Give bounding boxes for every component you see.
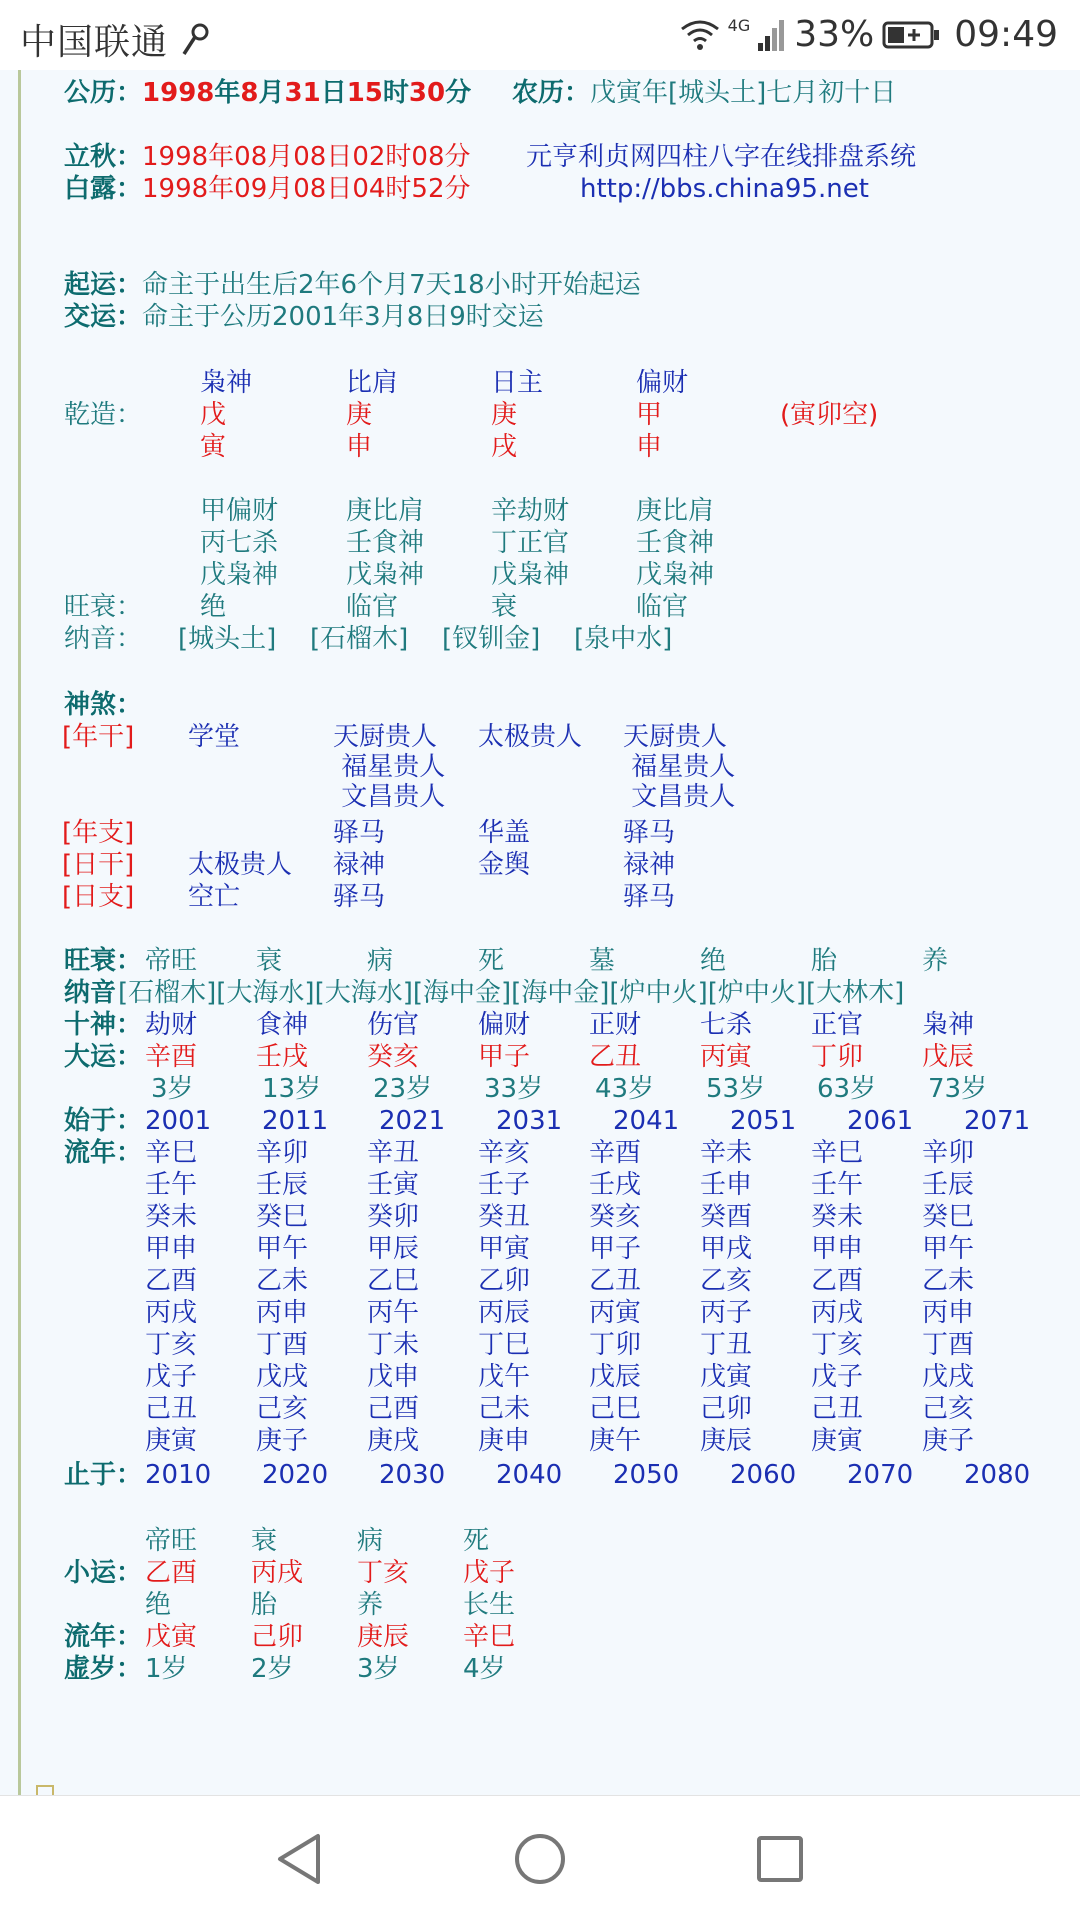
- liunian-cell: 甲午: [922, 1234, 975, 1264]
- dayun-wangshuai-4: 死: [478, 946, 505, 976]
- liunian-cell: 丙辰: [478, 1298, 531, 1328]
- dayun-shishen-3: 伤官: [367, 1010, 420, 1040]
- pillar-wangshuai-3: 衰: [491, 592, 518, 622]
- xiaoyun-liunian-4: 辛巳: [463, 1622, 516, 1652]
- dayun-wangshuai-8: 养: [922, 946, 949, 976]
- dayun-ganzhi-8: 戊辰: [922, 1042, 975, 1072]
- shensha-3-4: 禄神: [623, 850, 676, 880]
- canggan-4-3: 戊枭神: [636, 560, 715, 590]
- canggan-3-1: 辛劫财: [491, 496, 570, 526]
- shensha-1-4: 天厨贵人 福星贵人 文昌贵人: [623, 722, 736, 812]
- pillar-zhi-4: 申: [636, 432, 663, 462]
- dayun-wangshuai-6: 绝: [700, 946, 727, 976]
- dayun-start-6: 2051: [730, 1106, 797, 1136]
- qiyun-label: 起运：: [64, 270, 143, 300]
- dayun-ganzhi-6: 丙寅: [700, 1042, 753, 1072]
- canggan-2-2: 壬食神: [346, 528, 425, 558]
- liunian-cell: 己卯: [700, 1394, 753, 1424]
- dayun-shishen-label: 十神：: [64, 1010, 143, 1040]
- pillar-wangshuai-4: 临官: [636, 592, 689, 622]
- pillar-nayin-4: [泉中水]: [574, 624, 673, 654]
- xiaoyun-value-2: 丙戌: [251, 1558, 304, 1588]
- gongli-hour-unit: 时: [382, 78, 409, 108]
- liunian-cell: 丁未: [367, 1330, 420, 1360]
- bazi-content: [0, 70, 1080, 1795]
- liunian-cell: 甲辰: [367, 1234, 420, 1264]
- dayun-end-1: 2010: [145, 1460, 212, 1490]
- gongli-minute-unit: 分: [445, 78, 472, 108]
- shensha-1-2: 天厨贵人 福星贵人 文昌贵人: [333, 722, 446, 812]
- gongli-hour: 15: [346, 78, 383, 108]
- gongli-label: 公历：: [64, 78, 143, 108]
- gongli-row: [64, 78, 471, 108]
- liunian-cell: 辛巳: [811, 1138, 864, 1168]
- xiaoyun-liunian-label: 流年：: [64, 1622, 143, 1652]
- pillar-gan-4: 甲: [636, 400, 663, 430]
- shensha-row-label-4: [日支]: [62, 882, 135, 912]
- xiaoyun-value-1: 乙酉: [145, 1558, 198, 1588]
- dayun-age-7: 63岁: [817, 1074, 877, 1104]
- liunian-cell: 乙未: [256, 1266, 309, 1296]
- xusui-value-1: 1岁: [145, 1654, 188, 1684]
- liunian-cell: 丙子: [700, 1298, 753, 1328]
- liunian-cell: 壬子: [478, 1170, 531, 1200]
- pillar-shishen-4: 偏财: [636, 368, 689, 398]
- dayun-wangshuai-1: 帝旺: [145, 946, 198, 976]
- liqiu-value: 1998年08月08日02时08分: [142, 142, 471, 172]
- liunian-cell: 丙戌: [811, 1298, 864, 1328]
- liunian-cell: 己丑: [145, 1394, 198, 1424]
- carrier-area: [20, 14, 210, 65]
- dayun-end-8: 2080: [964, 1460, 1031, 1490]
- liunian-cell: 甲午: [256, 1234, 309, 1264]
- gongli-day-unit: 日: [320, 78, 347, 108]
- shensha-4-2: 驿马: [333, 882, 386, 912]
- liunian-cell: 戊子: [811, 1362, 864, 1392]
- xiaoyun-bot-ws-3: 养: [357, 1590, 384, 1620]
- liunian-cell: 癸亥: [589, 1202, 642, 1232]
- dayun-age-6: 53岁: [706, 1074, 766, 1104]
- liunian-cell: 戊寅: [700, 1362, 753, 1392]
- xusui-value-4: 4岁: [463, 1654, 506, 1684]
- kongwang: (寅卯空): [780, 400, 879, 430]
- liunian-cell: 辛卯: [922, 1138, 975, 1168]
- dayun-ganzhi-5: 乙丑: [589, 1042, 642, 1072]
- dayun-age-4: 33岁: [484, 1074, 544, 1104]
- liunian-cell: 丙午: [367, 1298, 420, 1328]
- pillar-gan-1: 戊: [200, 400, 227, 430]
- battery-percent: 33%: [794, 14, 875, 55]
- liunian-cell: 庚寅: [145, 1426, 198, 1456]
- dayun-shishen-8: 枭神: [922, 1010, 975, 1040]
- network-type: 4G: [727, 16, 751, 35]
- shensha-2-2: 驿马: [333, 818, 386, 848]
- dayun-end-5: 2050: [613, 1460, 680, 1490]
- xiaoyun-top-ws-4: 死: [463, 1526, 490, 1556]
- dayun-wangshuai-3: 病: [367, 946, 394, 976]
- bailu-label: 白露：: [64, 174, 143, 204]
- liunian-cell: 丁卯: [589, 1330, 642, 1360]
- dayun-age-5: 43岁: [595, 1074, 655, 1104]
- navigation-bar: [0, 1795, 1080, 1921]
- page-end-marker: [36, 1785, 54, 1795]
- liunian-cell: 癸丑: [478, 1202, 531, 1232]
- dayun-ganzhi-3: 癸亥: [367, 1042, 420, 1072]
- liunian-cell: 壬午: [145, 1170, 198, 1200]
- dayun-start-4: 2031: [496, 1106, 563, 1136]
- liunian-cell: 丙戌: [145, 1298, 198, 1328]
- dayun-wangshuai-7: 胎: [811, 946, 838, 976]
- dayun-wangshuai-label: 旺衰：: [64, 946, 143, 976]
- dayun-start-1: 2001: [145, 1106, 212, 1136]
- battery-icon: [882, 20, 940, 50]
- liunian-cell: 戊午: [478, 1362, 531, 1392]
- liunian-cell: 庚寅: [811, 1426, 864, 1456]
- xiaoyun-liunian-3: 庚辰: [357, 1622, 410, 1652]
- status-bar: [0, 0, 1080, 70]
- dayun-end-4: 2040: [496, 1460, 563, 1490]
- canggan-3-2: 丁正官: [491, 528, 570, 558]
- liunian-cell: 癸卯: [367, 1202, 420, 1232]
- recent-apps-icon[interactable]: [745, 1824, 815, 1894]
- xiaoyun-value-3: 丁亥: [357, 1558, 410, 1588]
- shensha-row-label-2: [年支]: [62, 818, 135, 848]
- liunian-cell: 癸巳: [922, 1202, 975, 1232]
- xiaoyun-label: 小运：: [64, 1558, 143, 1588]
- dayun-start-label: 始于：: [64, 1106, 143, 1136]
- xiaoyun-liunian-1: 戊寅: [145, 1622, 198, 1652]
- liunian-cell: 壬戌: [589, 1170, 642, 1200]
- liunian-label: 流年：: [64, 1138, 143, 1168]
- pillar-nayin-3: [钗钏金]: [442, 624, 541, 654]
- liunian-cell: 己酉: [367, 1394, 420, 1424]
- liunian-cell: 乙酉: [811, 1266, 864, 1296]
- liunian-cell: 丁亥: [811, 1330, 864, 1360]
- shensha-2-3: 华盖: [478, 818, 531, 848]
- liunian-cell: 丙申: [256, 1298, 309, 1328]
- liunian-cell: 乙酉: [145, 1266, 198, 1296]
- shensha-label: 神煞：: [64, 690, 143, 720]
- dayun-start-7: 2061: [847, 1106, 914, 1136]
- xiaoyun-value-4: 戊子: [463, 1558, 516, 1588]
- dayun-age-8: 73岁: [928, 1074, 988, 1104]
- dayun-end-2: 2020: [262, 1460, 329, 1490]
- jiaoyun-value: 命主于公历2001年3月8日9时交运: [142, 302, 544, 332]
- nongli-label: 农历：: [512, 78, 591, 108]
- qiyun-value: 命主于出生后2年6个月7天18小时开始起运: [142, 270, 641, 300]
- liunian-cell: 丁巳: [478, 1330, 531, 1360]
- liunian-cell: 辛丑: [367, 1138, 420, 1168]
- liunian-cell: 辛卯: [256, 1138, 309, 1168]
- canggan-1-3: 戊枭神: [200, 560, 279, 590]
- left-border-line: [18, 70, 21, 1795]
- qianzao-label: 乾造：: [64, 400, 143, 430]
- liunian-cell: 乙巳: [367, 1266, 420, 1296]
- liqiu-row: [64, 142, 471, 172]
- shensha-1-3: 太极贵人: [478, 722, 583, 752]
- xiaoyun-top-ws-2: 衰: [251, 1526, 278, 1556]
- site-name: 元亨利贞网四柱八字在线排盘系统: [526, 142, 917, 172]
- dayun-shishen-6: 七杀: [700, 1010, 753, 1040]
- liunian-cell: 丁亥: [145, 1330, 198, 1360]
- liunian-cell: 丁酉: [256, 1330, 309, 1360]
- canggan-1-2: 丙七杀: [200, 528, 279, 558]
- gongli-month-unit: 月: [258, 78, 285, 108]
- pillar-gan-3: 庚: [491, 400, 518, 430]
- liunian-cell: 乙未: [922, 1266, 975, 1296]
- liunian-cell: 乙丑: [589, 1266, 642, 1296]
- shensha-3-3: 金舆: [478, 850, 531, 880]
- liunian-cell: 戊戌: [922, 1362, 975, 1392]
- key-icon: [180, 22, 210, 58]
- liunian-cell: 甲戌: [700, 1234, 753, 1264]
- pillar-zhi-3: 戌: [491, 432, 518, 462]
- dayun-ganzhi-1: 辛酉: [145, 1042, 198, 1072]
- pillar-nayin-2: [石榴木]: [310, 624, 409, 654]
- dayun-nayin-label: 纳音: [64, 978, 117, 1008]
- gongli-year-unit: 年: [214, 78, 241, 108]
- xusui-value-2: 2岁: [251, 1654, 294, 1684]
- dayun-ganzhi-2: 壬戌: [256, 1042, 309, 1072]
- liunian-cell: 戊申: [367, 1362, 420, 1392]
- pillar-zhi-1: 寅: [200, 432, 227, 462]
- liunian-cell: 己丑: [811, 1394, 864, 1424]
- jiaoyun-row: [64, 302, 544, 332]
- liunian-cell: 甲寅: [478, 1234, 531, 1264]
- liunian-cell: 甲申: [145, 1234, 198, 1264]
- gongli-year: 1998: [142, 78, 215, 108]
- xiaoyun-liunian-2: 己卯: [251, 1622, 304, 1652]
- dayun-age-1: 3岁: [151, 1074, 194, 1104]
- liunian-cell: 丙申: [922, 1298, 975, 1328]
- xiaoyun-bot-ws-1: 绝: [145, 1590, 172, 1620]
- liunian-cell: 己未: [478, 1394, 531, 1424]
- xiaoyun-bot-ws-2: 胎: [251, 1590, 278, 1620]
- dayun-ganzhi-4: 甲子: [478, 1042, 531, 1072]
- dayun-shishen-1: 劫财: [145, 1010, 198, 1040]
- xiaoyun-top-ws-1: 帝旺: [145, 1526, 198, 1556]
- liunian-cell: 庚子: [922, 1426, 975, 1456]
- pillar-shishen-1: 枭神: [200, 368, 253, 398]
- liunian-cell: 癸未: [145, 1202, 198, 1232]
- shensha-4-4: 驿马: [623, 882, 676, 912]
- bailu-row: [64, 174, 471, 204]
- liunian-cell: 己亥: [922, 1394, 975, 1424]
- bailu-value: 1998年09月08日04时52分: [142, 174, 471, 204]
- liunian-cell: 壬申: [700, 1170, 753, 1200]
- canggan-2-3: 戊枭神: [346, 560, 425, 590]
- dayun-shishen-2: 食神: [256, 1010, 309, 1040]
- liunian-cell: 庚辰: [700, 1426, 753, 1456]
- liunian-cell: 癸酉: [700, 1202, 753, 1232]
- xiaoyun-top-ws-3: 病: [357, 1526, 384, 1556]
- liunian-cell: 庚午: [589, 1426, 642, 1456]
- dayun-start-2: 2011: [262, 1106, 329, 1136]
- signal-icon: [758, 19, 786, 51]
- dayun-end-7: 2070: [847, 1460, 914, 1490]
- jiaoyun-label: 交运：: [64, 302, 143, 332]
- shensha-4-1: 空亡: [188, 882, 241, 912]
- dayun-age-3: 23岁: [373, 1074, 433, 1104]
- shensha-1-1: 学堂: [188, 722, 241, 752]
- pillar-zhi-2: 申: [346, 432, 373, 462]
- shensha-3-2: 禄神: [333, 850, 386, 880]
- dayun-wangshuai-5: 墓: [589, 946, 616, 976]
- dayun-end-label: 止于：: [64, 1460, 143, 1490]
- liunian-cell: 甲申: [811, 1234, 864, 1264]
- liunian-cell: 丁酉: [922, 1330, 975, 1360]
- liunian-cell: 庚申: [478, 1426, 531, 1456]
- pillar-wangshuai-2: 临官: [346, 592, 399, 622]
- pillar-wangshuai-label: 旺衰：: [64, 592, 143, 622]
- liunian-cell: 壬午: [811, 1170, 864, 1200]
- qiyun-row: [64, 270, 641, 300]
- status-icons: [680, 14, 1058, 55]
- liunian-cell: 辛巳: [145, 1138, 198, 1168]
- canggan-3-3: 戊枭神: [491, 560, 570, 590]
- liunian-cell: 戊戌: [256, 1362, 309, 1392]
- dayun-shishen-4: 偏财: [478, 1010, 531, 1040]
- shensha-3-1: 太极贵人: [188, 850, 293, 880]
- gongli-day: 31: [284, 78, 321, 108]
- liunian-cell: 己亥: [256, 1394, 309, 1424]
- nongli-row: [512, 78, 896, 108]
- pillar-shishen-3: 日主: [491, 368, 544, 398]
- gongli-month: 8: [240, 78, 259, 108]
- liunian-cell: 癸巳: [256, 1202, 309, 1232]
- dayun-label: 大运：: [64, 1042, 143, 1072]
- shensha-row-label-1: [年干]: [62, 722, 135, 752]
- dayun-start-3: 2021: [379, 1106, 446, 1136]
- liunian-cell: 癸未: [811, 1202, 864, 1232]
- dayun-start-8: 2071: [964, 1106, 1031, 1136]
- dayun-nayin: [石榴木][大海水][大海水][海中金][海中金][炉中火][炉中火][大林木]: [118, 978, 905, 1008]
- liunian-cell: 壬寅: [367, 1170, 420, 1200]
- wifi-icon: [680, 19, 720, 51]
- liunian-cell: 戊子: [145, 1362, 198, 1392]
- liunian-cell: 庚戌: [367, 1426, 420, 1456]
- liunian-cell: 乙卯: [478, 1266, 531, 1296]
- clock-time: 09:49: [954, 14, 1058, 55]
- liunian-cell: 庚子: [256, 1426, 309, 1456]
- dayun-ganzhi-7: 丁卯: [811, 1042, 864, 1072]
- dayun-start-5: 2041: [613, 1106, 680, 1136]
- pillar-gan-2: 庚: [346, 400, 373, 430]
- liunian-cell: 壬辰: [256, 1170, 309, 1200]
- nongli-value: 戊寅年[城头土]七月初十日: [590, 78, 897, 108]
- xusui-value-3: 3岁: [357, 1654, 400, 1684]
- shensha-2-4: 驿马: [623, 818, 676, 848]
- canggan-1-1: 甲偏财: [200, 496, 279, 526]
- dayun-shishen-7: 正官: [811, 1010, 864, 1040]
- canggan-4-1: 庚比肩: [636, 496, 715, 526]
- canggan-2-1: 庚比肩: [346, 496, 425, 526]
- site-url-link[interactable]: http://bbs.china95.net: [580, 174, 869, 204]
- canggan-4-2: 壬食神: [636, 528, 715, 558]
- dayun-wangshuai-2: 衰: [256, 946, 283, 976]
- liunian-cell: 戊辰: [589, 1362, 642, 1392]
- xusui-label: 虚岁：: [64, 1654, 143, 1684]
- dayun-end-3: 2030: [379, 1460, 446, 1490]
- carrier-name: 中国联通: [20, 22, 169, 63]
- liunian-cell: 丙寅: [589, 1298, 642, 1328]
- liqiu-label: 立秋：: [64, 142, 143, 172]
- liunian-cell: 丁丑: [700, 1330, 753, 1360]
- liunian-cell: 辛酉: [589, 1138, 642, 1168]
- pillar-nayin-label: 纳音：: [64, 624, 143, 654]
- liunian-cell: 辛未: [700, 1138, 753, 1168]
- liunian-cell: 甲子: [589, 1234, 642, 1264]
- home-icon[interactable]: [505, 1824, 575, 1894]
- xiaoyun-bot-ws-4: 长生: [463, 1590, 516, 1620]
- back-icon[interactable]: [266, 1824, 336, 1894]
- pillar-shishen-2: 比肩: [346, 368, 399, 398]
- gongli-minute: 30: [408, 78, 446, 108]
- liunian-cell: 乙亥: [700, 1266, 753, 1296]
- pillar-wangshuai-1: 绝: [200, 592, 227, 622]
- liunian-cell: 壬辰: [922, 1170, 975, 1200]
- dayun-age-2: 13岁: [262, 1074, 322, 1104]
- liunian-cell: 辛亥: [478, 1138, 531, 1168]
- shensha-row-label-3: [日干]: [62, 850, 135, 880]
- pillar-nayin-1: [城头土]: [178, 624, 277, 654]
- liunian-cell: 己巳: [589, 1394, 642, 1424]
- dayun-shishen-5: 正财: [589, 1010, 642, 1040]
- dayun-end-6: 2060: [730, 1460, 797, 1490]
